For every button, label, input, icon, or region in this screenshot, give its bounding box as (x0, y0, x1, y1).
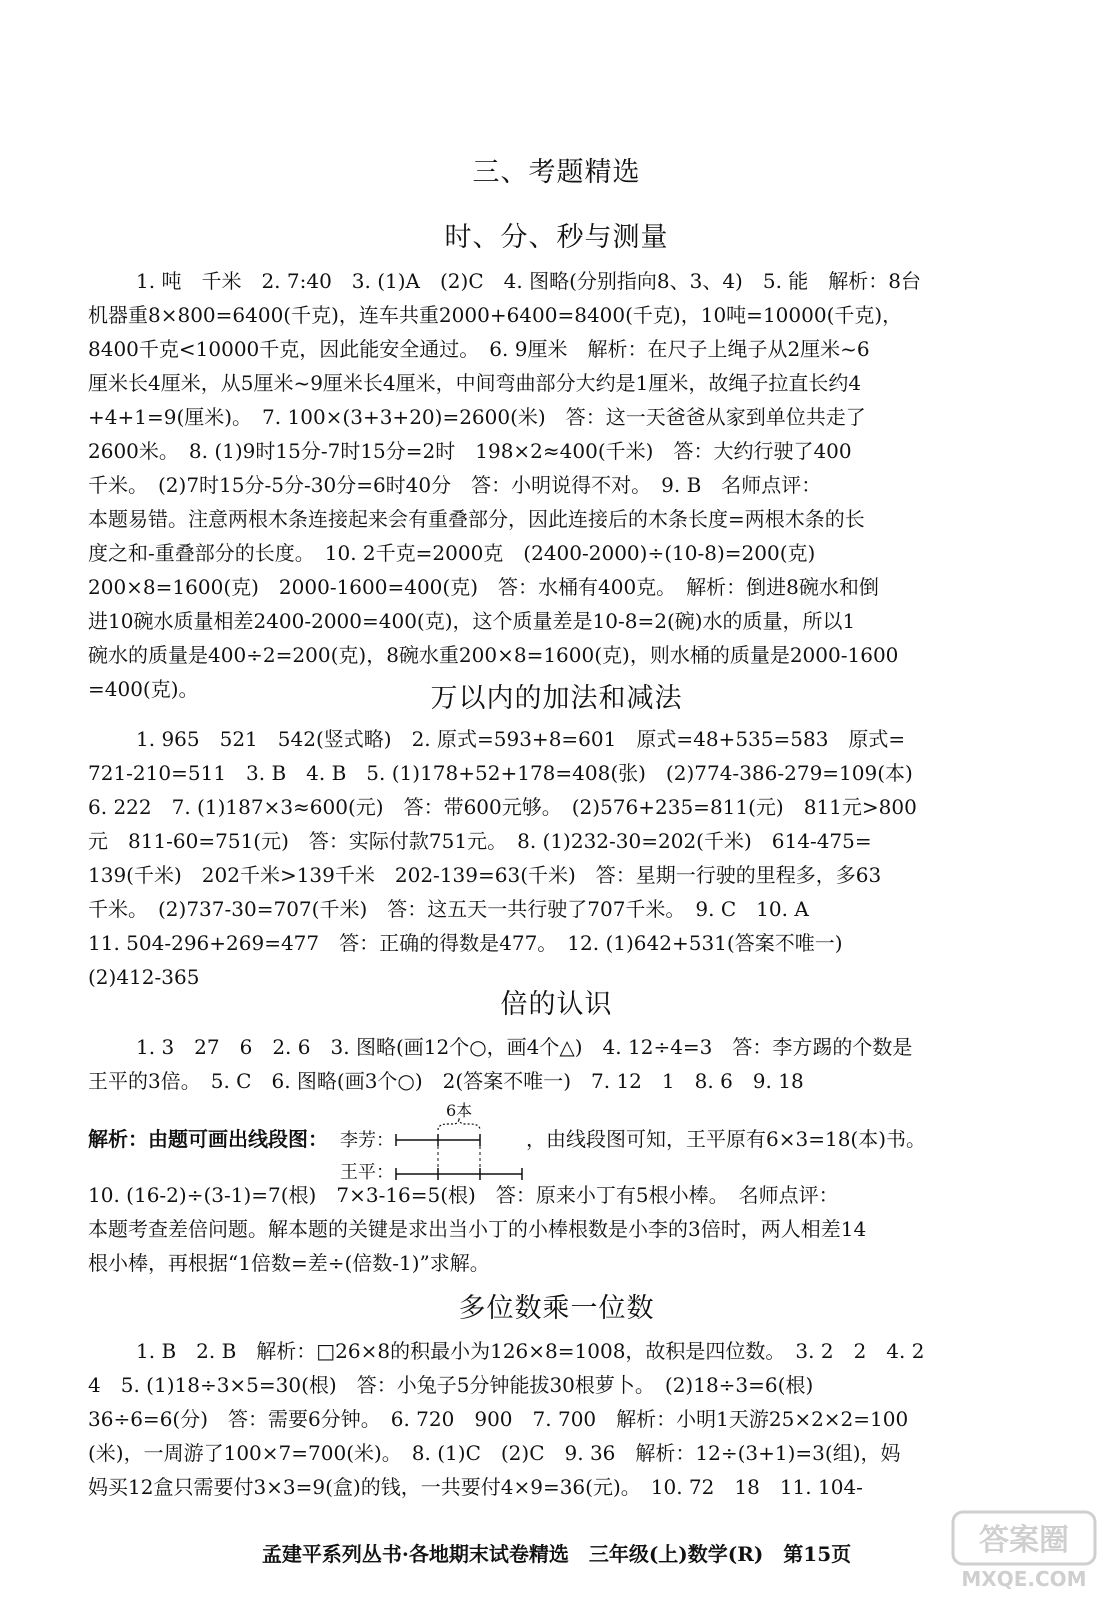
diagram-prefix: 解析：由题可画出线段图： (88, 1127, 328, 1151)
diagram-suffix: ，由线段图可知，王平原有6×3=18(本)书。 (526, 1127, 927, 1151)
answer-line: 200×8=1600(克) 2000-1600=400(克) 答：水桶有400克。 解析：倒进8碗水和倒 (88, 575, 879, 599)
section-title: 三、考题精选 (472, 157, 641, 188)
answer-line: 1. B 2. B 解析：□26×8的积最小为126×8=1008，故积是四位数。 3. 2 2 4. 2 (136, 1339, 925, 1363)
answer-line: 139(千米) 202千米>139千米 202-139=63(千米) 答：星期一行驶的里程多，多63 (88, 863, 882, 887)
answer-line: 1. 3 27 6 2. 6 3. 图略(画12个○，画4个△) 4. 12÷4=3 答：李方踢的个数是 (136, 1035, 913, 1059)
answer-line: 元 811-60=751(元) 答：实际付款751元。 8. (1)232-30=202(千米) 614-475= (88, 829, 872, 853)
answer-line: 千米。 (2)737-30=707(千米) 答：这五天一共行驶了707千米。 9. C 10. A (88, 897, 809, 921)
answer-line: 36÷6=6(分) 答：需要6分钟。 6. 720 900 7. 700 解析：小明1天游25×2×2=100 (88, 1407, 909, 1431)
answer-line: 厘米长4厘米，从5厘米~9厘米长4厘米，中间弯曲部分大约是1厘米，故绳子拉直长约4 (88, 371, 862, 395)
answers-time-measure (88, 264, 990, 706)
watermark-icon (949, 1508, 1099, 1594)
answer-line: 6. 222 7. (1)187×3≈600(元) 答：带600元够。 (2)576+235=811(元) 811元>800 (88, 795, 917, 819)
answers-multiples-continued (88, 1178, 990, 1280)
answer-line: 机器重8×800=6400(千克)，连车共重2000+6400=8400(千克)，10吨=10000(千克)， (88, 303, 903, 327)
answer-line: 妈买12盒只需要付3×3=9(盒)的钱，一共要付4×9=36(元)。 10. 72 18 11. 104- (88, 1475, 863, 1499)
brace-label: 6本 (446, 1101, 473, 1120)
section-heading-add-subtract: 万以内的加法和减法 (430, 683, 683, 714)
answer-line: 4 5. (1)18÷3×5=30(根) 答：小兔子5分钟能拔30根萝卜。 (2)18÷3=6(根) (88, 1373, 814, 1397)
answer-line: (2)412-365 (88, 965, 200, 989)
line-segment-diagram (88, 1101, 990, 1186)
answer-line: 1. 965 521 542(竖式略) 2. 原式=593+8=601 原式=48+535=583 原式= (136, 727, 906, 751)
answer-line: 10. (16-2)÷(3-1)=7(根) 7×3-16=5(根) 答：原来小丁有5根小棒。 名师点评： (88, 1183, 839, 1207)
answer-line: 千米。 (2)7时15分-5分-30分=6时40分 答：小明说得不对。 9. B 名师点评： (88, 473, 822, 497)
section-heading-multiples: 倍的认识 (500, 989, 613, 1020)
segment-drawing (88, 1101, 990, 1186)
section-heading-time-measure: 时、分、秒与测量 (444, 222, 669, 253)
page-footer: 孟建平系列丛书·各地期末试卷精选 三年级(上)数学(R) 第15页 (261, 1542, 852, 1566)
answer-line: 王平的3倍。 5. C 6. 图略(画3个○) 2(答案不唯一) 7. 12 1 8. 6 9. 18 (88, 1069, 804, 1093)
answers-multiply (88, 1334, 990, 1504)
section-heading-multiply: 多位数乘一位数 (458, 1293, 655, 1324)
watermark-top: 答案圈 (979, 1523, 1069, 1558)
answer-line: 度之和-重叠部分的长度。 10. 2千克=2000克 (2400-2000)÷(10-8)=200(克) (88, 541, 816, 565)
answer-line: =400(克)。 (88, 677, 199, 701)
answer-line: 进10碗水质量相差2400-2000=400(克)，这个质量差是10-8=2(碗)水的质量，所以1 (88, 609, 856, 633)
answer-line: 根小棒，再根据“1倍数=差÷(倍数-1)”求解。 (88, 1251, 490, 1275)
watermark-bottom: MXQE.COM (961, 1567, 1087, 1591)
label-wang-ping: 王平： (340, 1162, 394, 1183)
answer-line: 2600米。 8. (1)9时15分-7时15分=2时 198×2≈400(千米) 答：大约行驶了400 (88, 439, 852, 463)
answer-line: 碗水的质量是400÷2=200(克)，8碗水重200×8=1600(克)，则水桶的质量是2000-1600 (88, 643, 899, 667)
answer-line: (米)，一周游了100×7=700(米)。 8. (1)C (2)C 9. 36 解析：12÷(3+1)=3(组)，妈 (88, 1441, 901, 1465)
answer-line: 本题易错。注意两根木条连接起来会有重叠部分，因此连接后的木条长度=两根木条的长 (88, 507, 865, 531)
answer-line: +4+1=9(厘米)。 7. 100×(3+3+20)=2600(米) 答：这一天爸爸从家到单位共走了 (88, 405, 866, 429)
watermark-logo (949, 1508, 1099, 1594)
answer-line: 1. 吨 千米 2. 7:40 3. (1)A (2)C 4. 图略(分别指向8、3、4) 5. 能 解析：8台 (136, 269, 922, 293)
answer-line: 11. 504-296+269=477 答：正确的得数是477。 12. (1)642+531(答案不唯一) (88, 931, 843, 955)
answers-add-subtract (88, 722, 990, 994)
label-li-fang: 李芳： (340, 1130, 394, 1151)
answer-line: 8400千克<10000千克，因此能安全通过。 6. 9厘米 解析：在尺子上绳子从2厘米~6 (88, 337, 870, 361)
answers-multiples (88, 1030, 990, 1098)
answer-line: 721-210=511 3. B 4. B 5. (1)178+52+178=408(张) (2)774-386-279=109(本) (88, 761, 913, 785)
answer-line: 本题考查差倍问题。解本题的关键是求出当小丁的小棒根数是小李的3倍时，两人相差14 (88, 1217, 867, 1241)
